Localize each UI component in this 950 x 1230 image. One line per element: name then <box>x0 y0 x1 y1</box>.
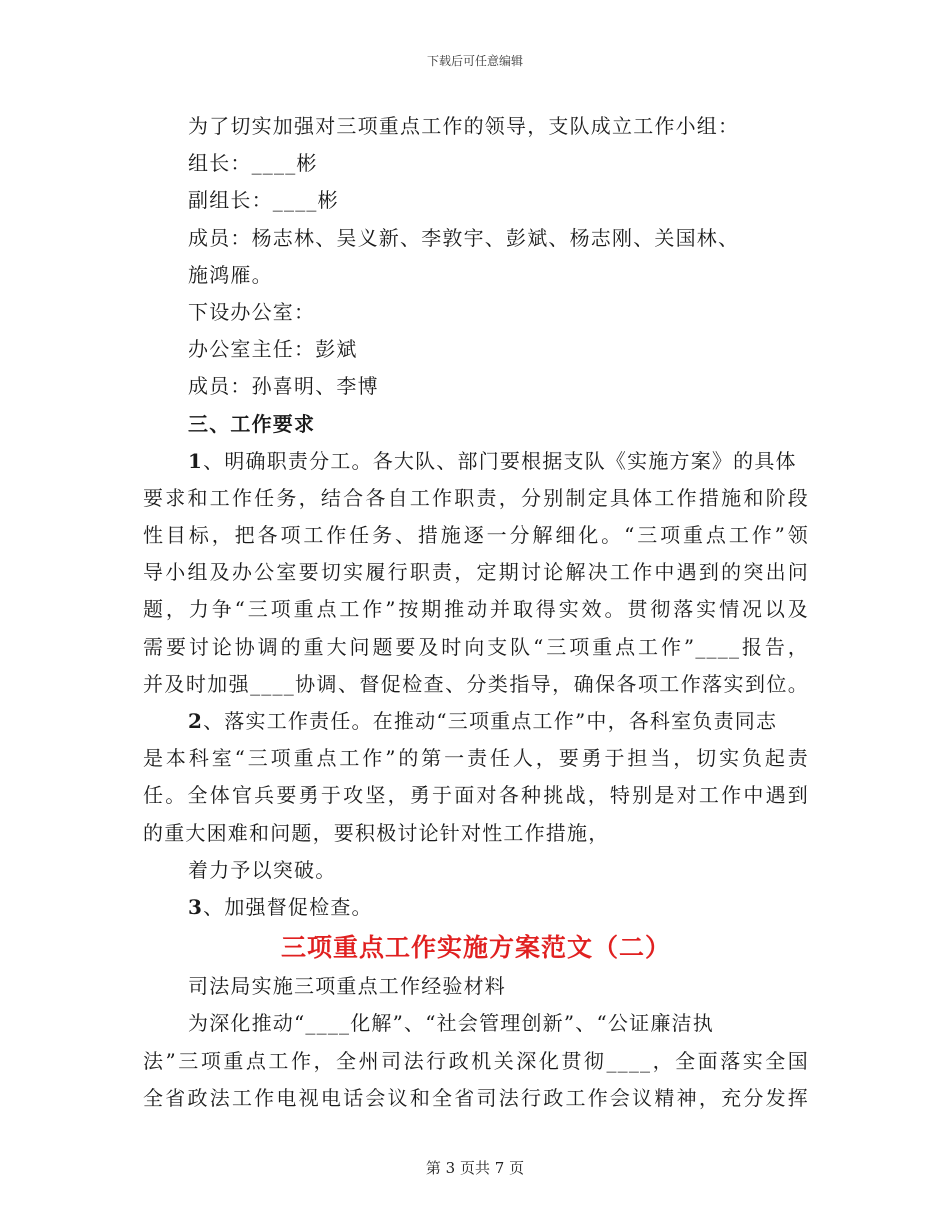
paragraph-line: 是本科室“三项重点工作”的第一责任人，要勇于担当，切实负起责 <box>143 746 809 771</box>
subtitle-line: 司法局实施三项重点工作经验材料 <box>188 974 506 999</box>
item-text: 、明确职责分工。各大队、部门要根据支队《实施方案》的具体 <box>203 448 797 473</box>
item-number: 3 <box>188 894 204 919</box>
item-number: 1 <box>188 448 204 473</box>
paragraph-line: 全省政法工作电视电话会议和全省司法行政工作会议精神，充分发挥 <box>143 1085 809 1110</box>
members-line-cont: 施鸿雁。 <box>188 262 273 287</box>
paragraph-line: 的重大困难和问题，要积极讨论针对性工作措施， <box>143 820 610 845</box>
paragraph-line <box>143 703 809 740</box>
section-heading: 三、工作要求 <box>188 411 316 436</box>
paragraph-line <box>143 443 809 480</box>
paragraph-line: 性目标，把各项工作任务、措施逐一分解细化。“三项重点工作”领 <box>143 523 809 548</box>
paragraph-line: 并及时加强____协调、督促检查、分类指导，确保各项工作落实到位。 <box>143 671 809 696</box>
section-title: 三项重点工作实施方案范文（二） <box>280 933 671 963</box>
paragraph-line: 为深化推动“____化解”、“社会管理创新”、“公证廉洁执 <box>188 1011 714 1036</box>
paragraph-line: 导小组及办公室要切实履行职责，定期讨论解决工作中遇到的突出问 <box>143 560 809 585</box>
members-line: 成员：杨志林、吴义新、李敦宇、彭斌、杨志刚、关国林、 <box>188 225 740 250</box>
paragraph-line: 要求和工作任务，结合各自工作职责，分别制定具体工作措施和阶段 <box>143 485 809 510</box>
office-line: 下设办公室： <box>188 299 316 324</box>
item-number: 2 <box>188 709 204 733</box>
document-body <box>143 108 809 1117</box>
page-footer: 第 3 页共 7 页 <box>425 1159 525 1177</box>
paragraph-line: 任。全体官兵要勇于攻坚，勇于面对各种挑战，特别是对工作中遇到 <box>143 783 809 808</box>
page-header: 下载后可任意编辑 <box>426 54 523 68</box>
office-director-line: 办公室主任：彭斌 <box>188 337 358 362</box>
deputy-leader-line: 副组长：____彬 <box>188 188 339 213</box>
office-members-line: 成员：孙喜明、李博 <box>188 374 379 399</box>
paragraph-line: 题，力争“三项重点工作”按期推动并取得实效。贯彻落实情况以及 <box>143 597 809 622</box>
paragraph-line: 着力予以突破。 <box>188 857 337 882</box>
paragraph-line: 为了切实加强对三项重点工作的领导，支队成立工作小组： <box>188 114 740 138</box>
paragraph-line: 法”三项重点工作，全州司法行政机关深化贯彻____，全面落实全国 <box>143 1048 809 1073</box>
item-text: 、加强督促检查。 <box>203 894 373 919</box>
paragraph-line: 需要讨论协调的重大问题要及时向支队“三项重点工作”____报告， <box>143 634 809 659</box>
group-leader-line: 组长：____彬 <box>188 151 318 176</box>
item-text: 、落实工作责任。在推动“三项重点工作”中，各科室负责同志 <box>203 709 778 733</box>
paragraph-line <box>143 889 809 926</box>
